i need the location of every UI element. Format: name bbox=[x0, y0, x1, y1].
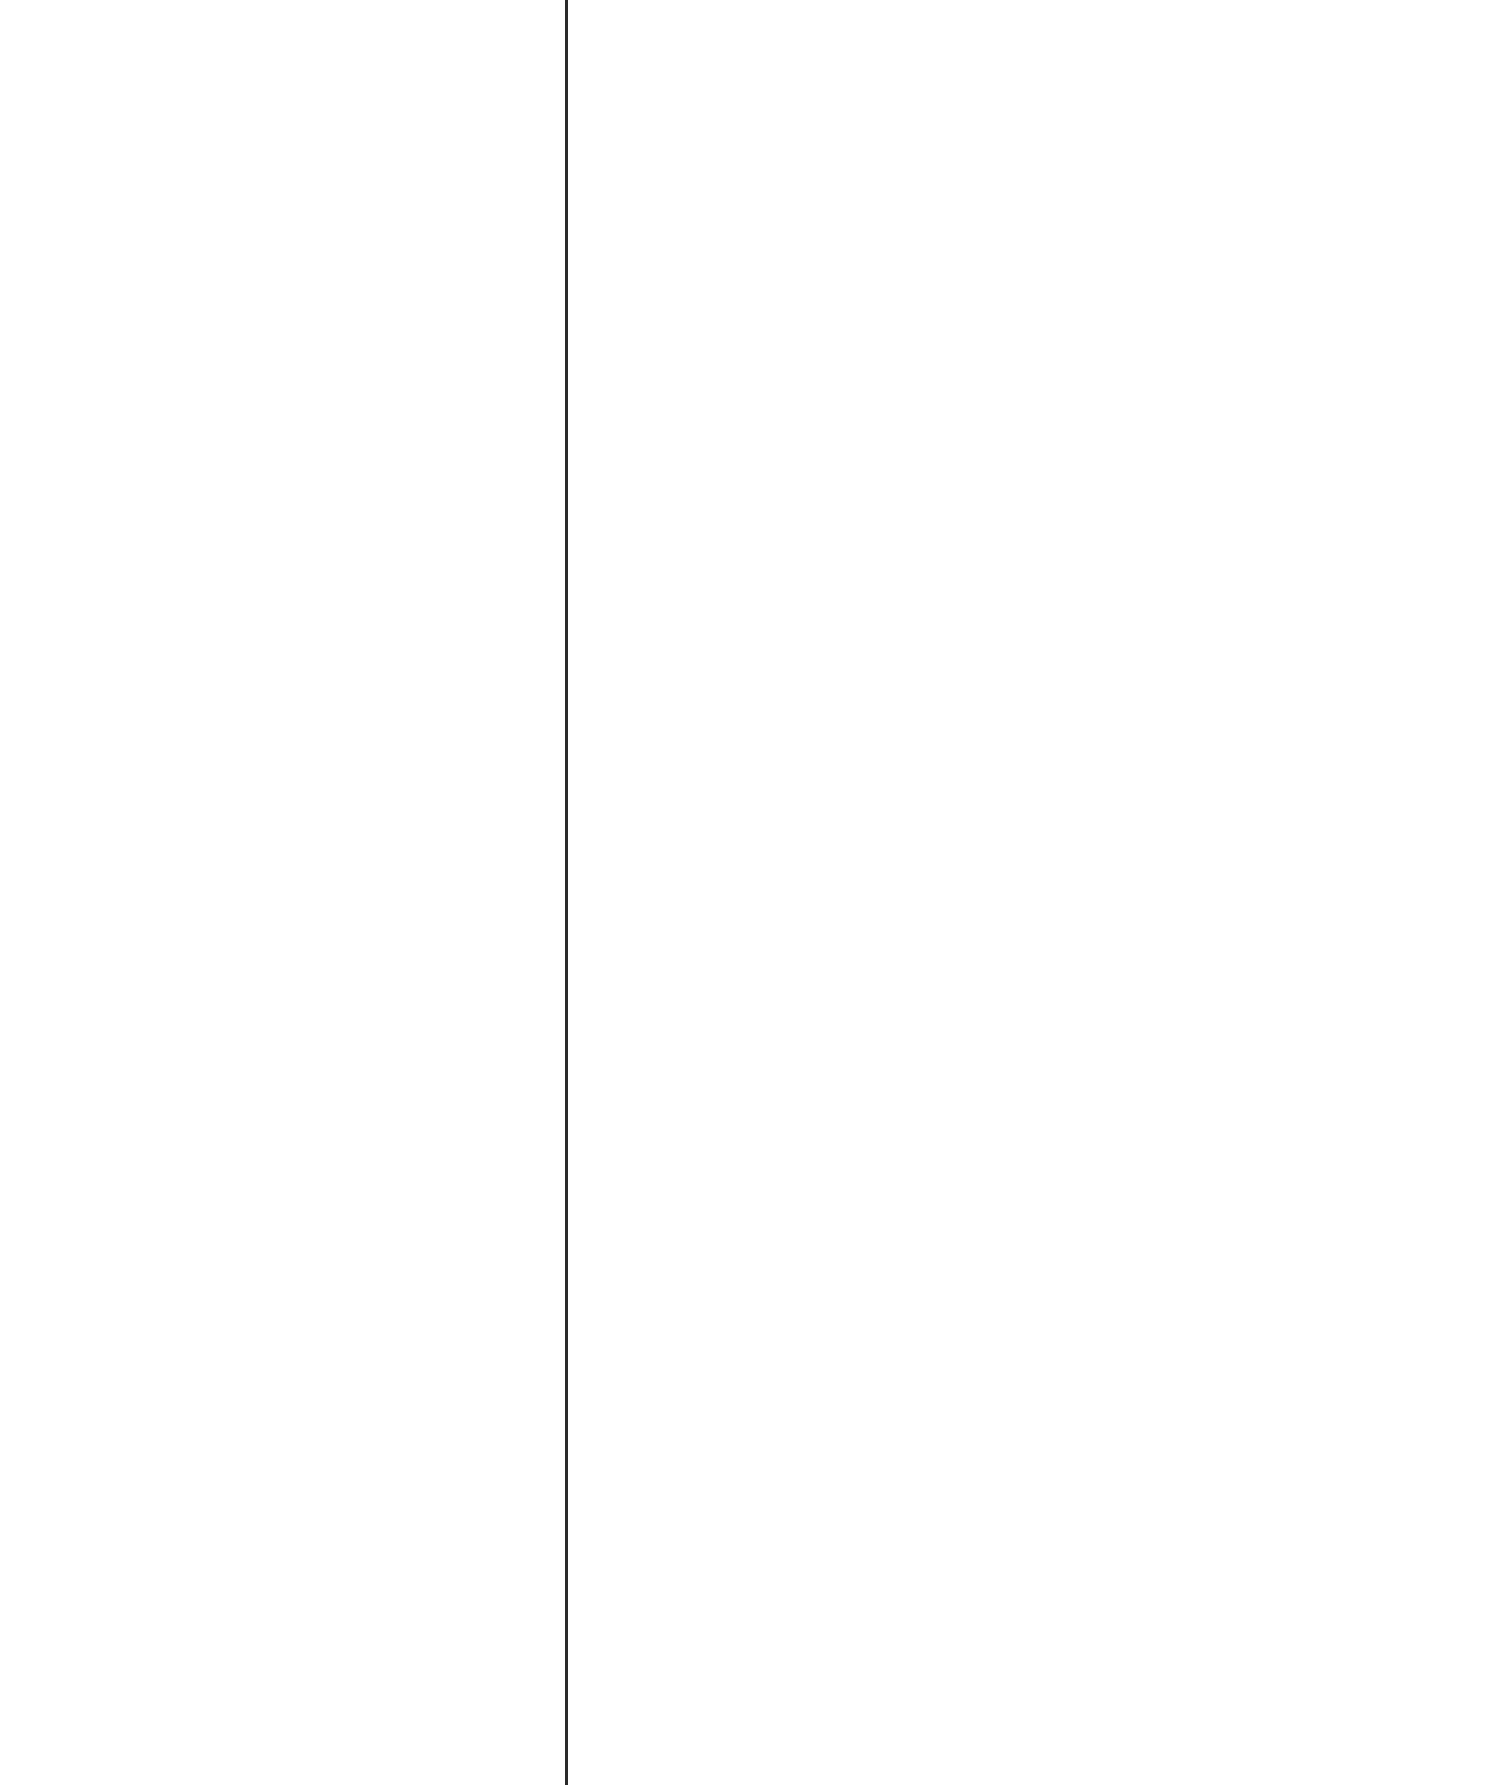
column-divider bbox=[565, 0, 568, 1785]
